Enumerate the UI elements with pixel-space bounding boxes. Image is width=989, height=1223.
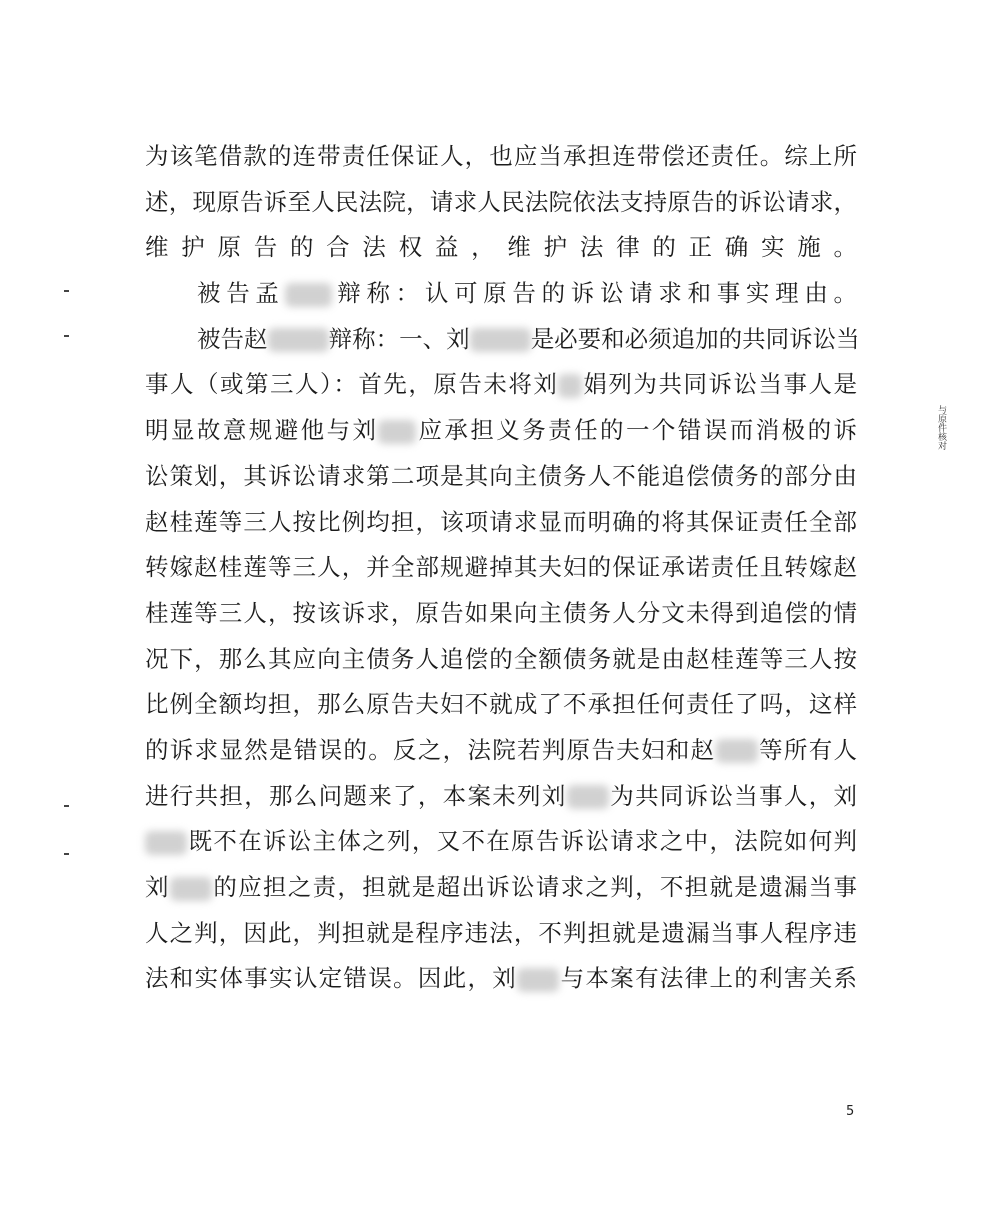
text-line <box>145 408 857 454</box>
scan-mark <box>64 853 69 855</box>
text-segment: 讼策划，其诉讼请求第二项是其向主债务人不能追偿债务的部分由 <box>145 461 857 490</box>
text-line <box>145 225 857 271</box>
text-segment: 应承担义务责任的一个错误而消极的诉 <box>416 416 858 445</box>
text-segment: 为共同诉讼当事人，刘 <box>608 781 858 810</box>
text-segment: 娟列为共同诉讼当事人是 <box>581 370 858 399</box>
text-segment: 的应担之责，担就是超出诉讼请求之判，不担就是遗漏当事 <box>212 873 858 901</box>
redacted-name <box>558 374 582 398</box>
text-line <box>145 362 857 408</box>
text-line <box>145 317 860 363</box>
text-line <box>145 545 857 591</box>
text-line <box>145 591 857 637</box>
text-segment: 的诉求显然是错误的。反之，法院若判原告夫妇和赵 <box>145 735 716 764</box>
page-number: 5 <box>846 1104 855 1119</box>
text-segment: 进行共担，那么问题来了，本案未列刘 <box>145 781 567 810</box>
text-segment: 为该笔借款的连带责任保证人，也应当承担连带偿还责任。综上所 <box>145 142 857 170</box>
text-line <box>145 911 857 957</box>
redacted-name <box>268 328 329 352</box>
text-segment: 刘 <box>145 873 170 901</box>
text-segment: 与本案有法律上的利害关系 <box>559 964 858 993</box>
text-segment: 既不在诉讼主体之列，又不在原告诉讼请求之中，法院如何判 <box>187 827 857 856</box>
redacted-name <box>145 831 187 855</box>
text-line <box>145 454 857 500</box>
text-segment: 等所有人 <box>757 735 858 764</box>
text-segment: 人之判，因此，判担就是程序违法，不判担就是遗漏当事人程序违 <box>145 918 857 947</box>
text-line <box>145 774 857 820</box>
text-segment: 桂莲等三人，按该诉求，原告如果向主债务人分文未得到追偿的情 <box>145 598 857 627</box>
document-body <box>145 134 860 1002</box>
text-line <box>145 682 857 728</box>
text-line <box>145 180 857 226</box>
text-line <box>145 637 857 683</box>
scan-mark <box>64 290 69 292</box>
text-segment: 维护原告的合法权益，维护法律的正确实施。 <box>145 233 857 262</box>
text-line <box>145 865 857 911</box>
redacted-name <box>170 877 212 901</box>
scan-mark <box>64 805 69 807</box>
text-line <box>145 956 857 1002</box>
text-segment: 比例全额均担，那么原告夫妇不就成了不承担任何责任了吗，这样 <box>145 690 857 719</box>
text-line <box>145 134 857 180</box>
text-line <box>145 728 857 774</box>
text-segment: 明显故意规避他与刘 <box>145 416 379 445</box>
text-segment: 辩称：认可原告的诉讼请求和事实理由。 <box>331 279 858 308</box>
text-segment: 被告孟 <box>197 279 285 308</box>
redacted-name <box>517 968 559 992</box>
text-line <box>145 500 857 546</box>
redacted-name <box>470 328 531 352</box>
text-segment: 转嫁赵桂莲等三人，并全部规避掉其夫妇的保证承诺责任且转嫁赵 <box>145 553 857 582</box>
text-segment: 法和实体事实认定错误。因此，刘 <box>145 964 518 993</box>
text-segment: 辩称：一、刘 <box>328 324 470 353</box>
text-segment: 述，现原告诉至人民法院，请求人民法院依法支持原告的诉讼请求， <box>145 187 857 216</box>
scan-mark <box>64 335 69 337</box>
side-stamp: 与原件核对 <box>936 405 946 450</box>
text-line <box>145 819 857 865</box>
text-segment: 况下，那么其应向主债务人追偿的全额债务就是由赵桂莲等三人按 <box>145 644 857 673</box>
text-segment: 事人（或第三人）：首先，原告未将刘 <box>145 370 559 399</box>
redacted-name <box>378 420 416 444</box>
text-line <box>145 271 857 317</box>
text-segment: 赵桂莲等三人按比例均担，该项请求显而明确的将其保证责任全部 <box>145 507 857 536</box>
text-segment: 被告赵 <box>197 324 268 353</box>
redacted-name <box>567 785 609 809</box>
text-segment: 是必要和必须追加的共同诉讼当 <box>530 324 860 353</box>
redacted-name <box>285 283 332 307</box>
redacted-name <box>716 739 758 763</box>
